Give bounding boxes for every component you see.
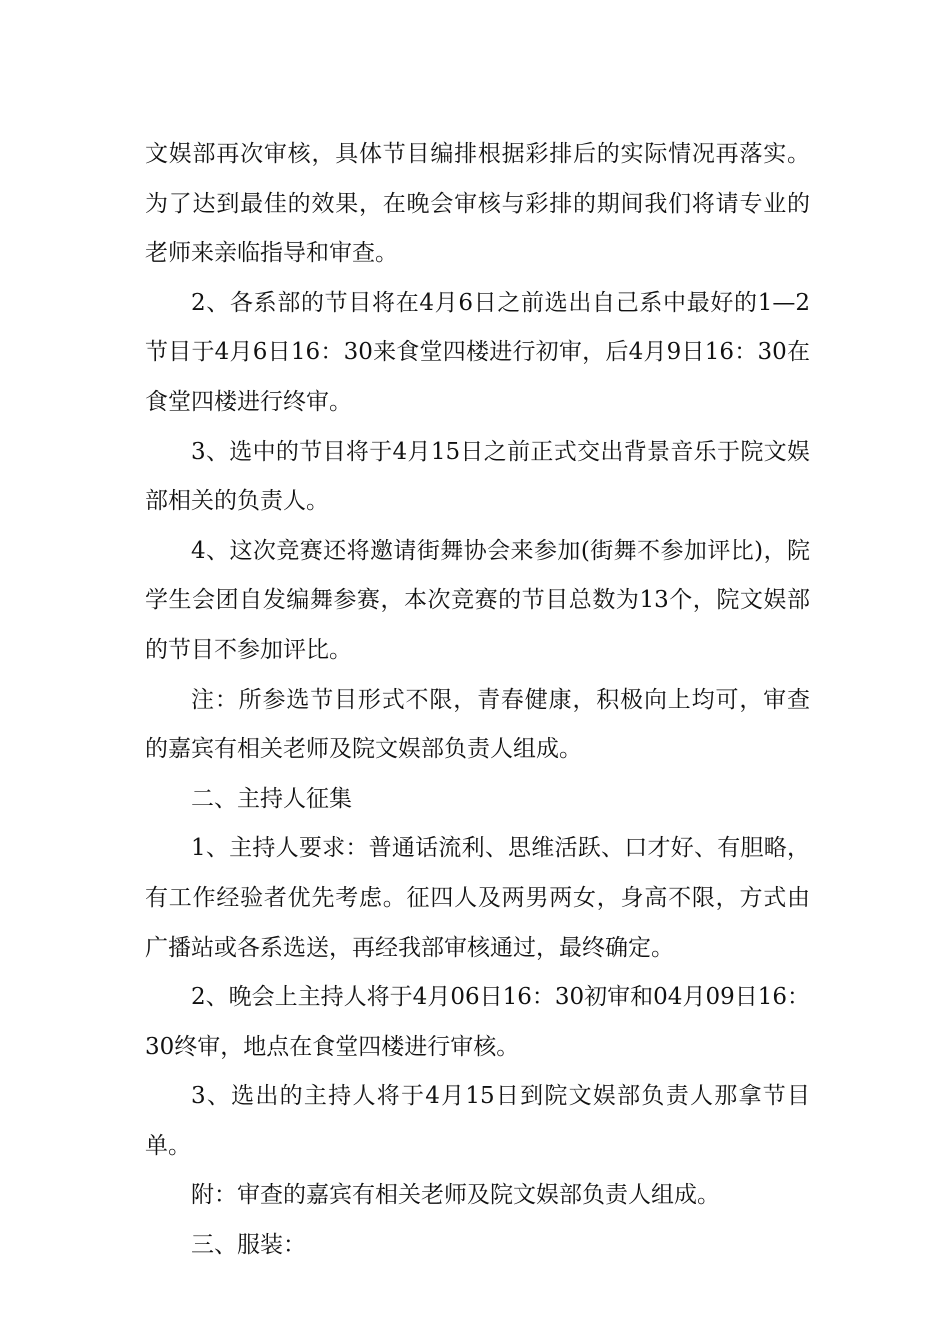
section-heading-costume: 三、服装： (191, 1232, 306, 1259)
paragraph-host-3: 3、选出的主持人将于4月15日到院文娱部负责人那拿节目单。 (145, 1083, 810, 1159)
paragraph-host-1: 1、主持人要求：普通话流利、思维活跃、口才好、有胆略，有工作经验者优先考虑。征四人及两男两女，身高不限，方式由广播站或各系选送，再经我部审核通过，最终确定。 (145, 835, 810, 961)
paragraph-3: 3、选中的节目将于4月15日之前正式交出背景音乐于院文娱部相关的负责人。 (145, 438, 810, 515)
paragraph-note: 注：所参选节目形式不限，青春健康，积极向上均可，审查的嘉宾有相关老师及院文娱部负责人组成。 (145, 686, 810, 763)
paragraph-appendix: 附：审查的嘉宾有相关老师及院文娱部负责人组成。 (191, 1182, 720, 1209)
paragraph-2: 2、各系部的节目将在4月6日之前选出自己系中最好的1—2节目于4月6日16：30来食堂四楼进行初审，后4月9日16：30在食堂四楼进行终审。 (145, 289, 810, 415)
document-body (145, 130, 810, 1271)
paragraph-host-2: 2、晚会上主持人将于4月06日16：30初审和04月09日16：30终审，地点在食堂四楼进行审核。 (145, 984, 810, 1060)
paragraph-1: 文娱部再次审核，具体节目编排根据彩排后的实际情况再落实。为了达到最佳的效果，在晚会审核与彩排的期间我们将请专业的老师来亲临指导和审查。 (145, 141, 810, 267)
section-heading-host: 二、主持人征集 (191, 785, 352, 812)
paragraph-4: 4、这次竞赛还将邀请街舞协会来参加(街舞不参加评比)，院学生会团自发编舞参赛，本次竞赛的节目总数为13个，院文娱部的节目不参加评比。 (145, 537, 810, 663)
